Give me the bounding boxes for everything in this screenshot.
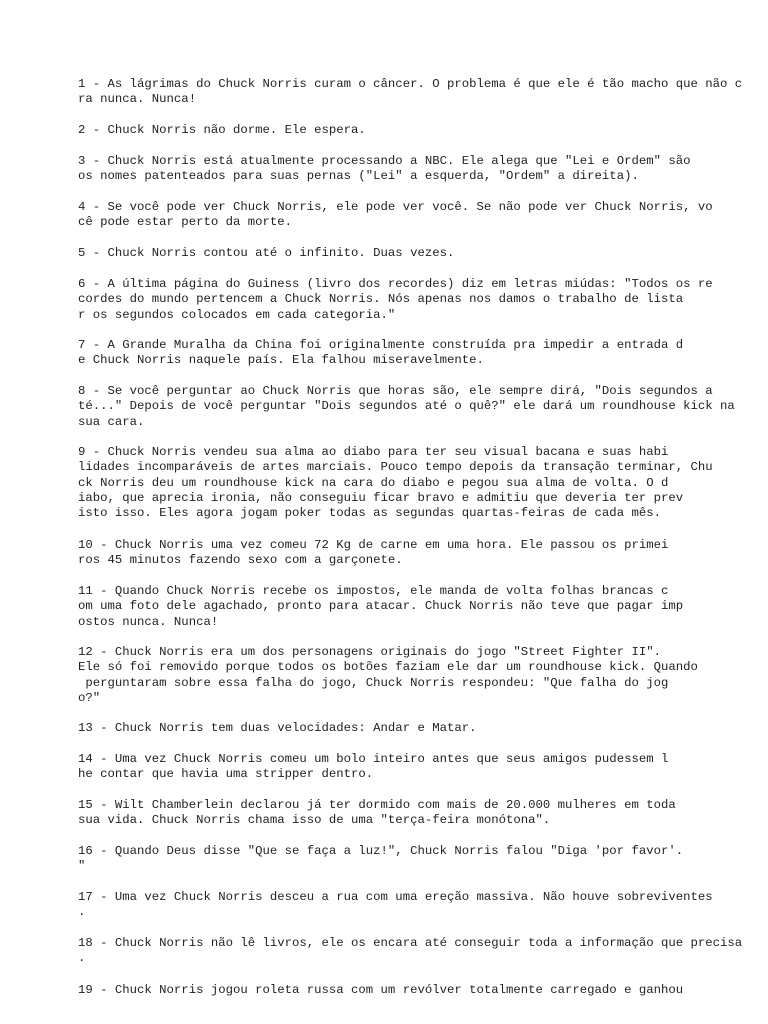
text-line: isto isso. Eles agora jogam poker todas as segundas quartas-feiras de cada mês.	[78, 506, 661, 521]
text-line: lidades incomparáveis de artes marciais. Pouco tempo depois da transação terminar, Chu	[78, 460, 713, 475]
paragraph-15	[78, 798, 676, 829]
text-line: "	[78, 859, 86, 874]
text-line: 4 - Se você pode ver Chuck Norris, ele pode ver você. Se não pode ver Chuck Norris, vo	[78, 200, 713, 214]
text-line: r os segundos colocados em cada categoria."	[78, 307, 396, 322]
text-line: 6 - A última página do Guiness (livro dos recordes) diz em letras miúdas: "Todos os re	[78, 277, 713, 291]
text-line: 16 - Quando Deus disse "Que se faça a luz!", Chuck Norris falou "Diga 'por favor'.	[78, 844, 684, 858]
text-line: 13 - Chuck Norris tem duas velocidades: Andar e Matar.	[78, 721, 477, 735]
paragraph-8	[78, 384, 735, 430]
text-line: 8 - Se você perguntar ao Chuck Norris que horas são, ele sempre dirá, "Dois segundos a	[78, 384, 713, 398]
paragraph-3	[78, 154, 691, 185]
paragraph-16	[78, 844, 683, 875]
text-line: 11 - Quando Chuck Norris recebe os impostos, ele manda de volta folhas brancas c	[78, 584, 669, 598]
text-line: sua cara.	[78, 414, 145, 429]
paragraph-4	[78, 200, 713, 231]
text-line: perguntaram sobre essa falha do jogo, Chuck Norris respondeu: "Que falha do jog	[78, 675, 669, 690]
text-line: ra nunca. Nunca!	[78, 92, 197, 107]
text-line: 2 - Chuck Norris não dorme. Ele espera.	[78, 123, 366, 137]
text-line: o?"	[78, 690, 101, 705]
paragraph-12	[78, 645, 698, 706]
text-line: cordes do mundo pertencem a Chuck Norris. Nós apenas nos damos o trabalho de lista	[78, 292, 684, 307]
text-line: os nomes patenteados para suas pernas ("Lei" a esquerda, "Ordem" a direita).	[78, 169, 639, 184]
text-line: iabo, que aprecia ironia, não conseguiu ficar bravo e admitiu que deveria ter prev	[78, 490, 684, 505]
paragraph-1	[78, 77, 742, 108]
text-line: 9 - Chuck Norris vendeu sua alma ao diabo para ter seu visual bacana e suas habi	[78, 445, 669, 459]
text-line: 1 - As lágrimas do Chuck Norris curam o câncer. O problema é que ele é tão macho que não c	[78, 77, 743, 91]
text-line: 15 - Wilt Chamberlein declarou já ter dormido com mais de 20.000 mulheres em toda	[78, 798, 676, 812]
text-line: ostos nunca. Nunca!	[78, 614, 219, 629]
text-line: té..." Depois de você perguntar "Dois segundos até o quê?" ele dará um roundhouse kick na	[78, 399, 735, 414]
text-line: ck Norris deu um roundhouse kick na cara do diabo e pegou sua alma de volta. O d	[78, 475, 669, 490]
text-line: 3 - Chuck Norris está atualmente processando a NBC. Ele alega que "Lei e Ordem" são	[78, 154, 691, 168]
paragraph-10	[78, 538, 668, 569]
text-line: cê pode estar perto da morte.	[78, 215, 293, 230]
text-line: 14 - Uma vez Chuck Norris comeu um bolo inteiro antes que seus amigos pudessem l	[78, 752, 669, 766]
paragraph-19	[78, 983, 683, 998]
text-line: 5 - Chuck Norris contou até o infinito. Duas vezes.	[78, 246, 455, 260]
text-line: .	[78, 905, 86, 920]
paragraph-18	[78, 936, 742, 967]
paragraph-9	[78, 445, 713, 521]
text-line: 7 - A Grande Muralha da China foi originalmente construída pra impedir a entrada d	[78, 338, 684, 352]
text-line: e Chuck Norris naquele país. Ela falhou miseravelmente.	[78, 353, 484, 368]
text-line: om uma foto dele agachado, pronto para atacar. Chuck Norris não teve que pagar imp	[78, 599, 684, 614]
text-line: sua vida. Chuck Norris chama isso de uma "terça-feira monótona".	[78, 813, 551, 828]
text-line: 17 - Uma vez Chuck Norris desceu a rua com uma ereção massiva. Não houve sobreviventes	[78, 890, 713, 904]
text-line: 18 - Chuck Norris não lê livros, ele os encara até conseguir toda a informação que precisa	[78, 936, 743, 950]
text-line: 12 - Chuck Norris era um dos personagens originais do jogo "Street Fighter II".	[78, 645, 661, 659]
paragraph-6	[78, 277, 713, 323]
text-line: .	[78, 951, 86, 966]
text-line: 10 - Chuck Norris uma vez comeu 72 Kg de carne em uma hora. Ele passou os primei	[78, 538, 669, 552]
paragraph-17	[78, 890, 713, 921]
text-line: 19 - Chuck Norris jogou roleta russa com um revólver totalmente carregado e ganhou	[78, 983, 684, 997]
text-line: he contar que havia uma stripper dentro.	[78, 767, 374, 782]
paragraph-13	[78, 721, 476, 736]
paragraph-14	[78, 752, 668, 783]
text-line: ros 45 minutos fazendo sexo com a garçonete.	[78, 553, 403, 568]
text-line: Ele só foi removido porque todos os botões faziam ele dar um roundhouse kick. Quando	[78, 660, 698, 675]
paragraph-11	[78, 584, 683, 630]
paragraph-2	[78, 123, 366, 138]
paragraph-5	[78, 246, 454, 261]
paragraph-7	[78, 338, 683, 369]
